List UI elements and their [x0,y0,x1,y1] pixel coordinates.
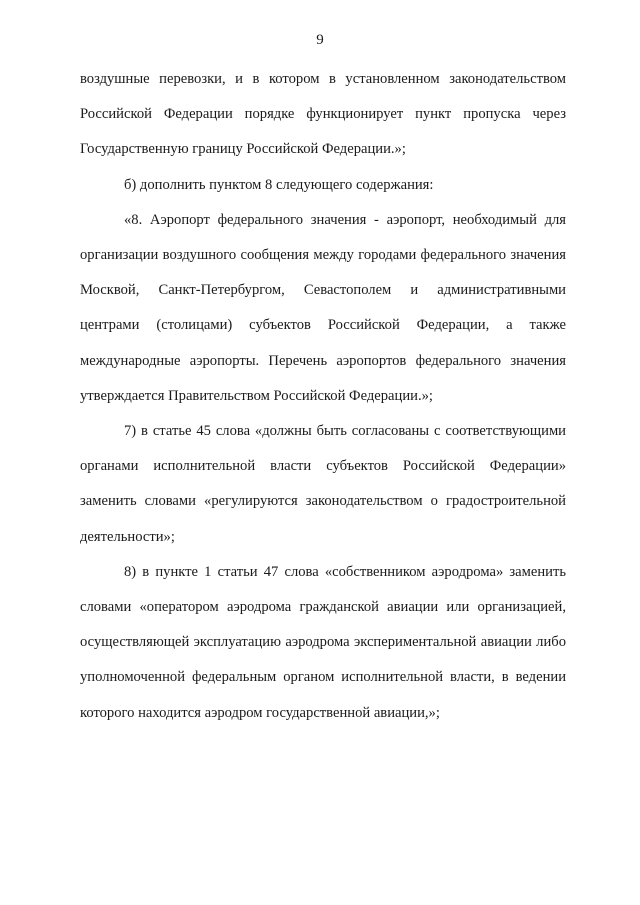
paragraph-point-8: «8. Аэропорт федерального значения - аэропорт, необходимый для организации воздушного сообщения между городами федерального значения Москвой, Санкт-Петербургом, Севастополем и административными центрами (столицами) субъектов Российской Федерации, а также международные аэропорты. Перечень аэропортов федерального значения утверждается Правительством Российской Федерации.»; [80,211,566,404]
paragraph-item-8: 8) в пункте 1 статьи 47 слова «собственником аэродрома» заменить словами «оператором аэродрома гражданской авиации или организацией, осуществляющей эксплуатацию аэродрома экспериментальной авиации либо уполномоченной федеральным органом исполнительной власти, в ведении которого находится аэродром государственной авиации,»; [80,563,566,721]
page-number: 9 [316,32,324,48]
paragraph-continuation: воздушные перевозки, и в котором в установленном законодательством Российской Федерации порядке функционирует пункт пропуска через Государственную границу Российской Федерации.»; [80,71,566,158]
document-body [80,62,566,731]
paragraph-item-7: 7) в статье 45 слова «должны быть согласованы с соответствующими органами исполнительной власти субъектов Российской Федерации» заменить словами «регулируются законодательством о градостроительной деятельности»; [80,423,566,545]
paragraph-item-b: б) дополнить пунктом 8 следующего содержания: [124,176,434,193]
